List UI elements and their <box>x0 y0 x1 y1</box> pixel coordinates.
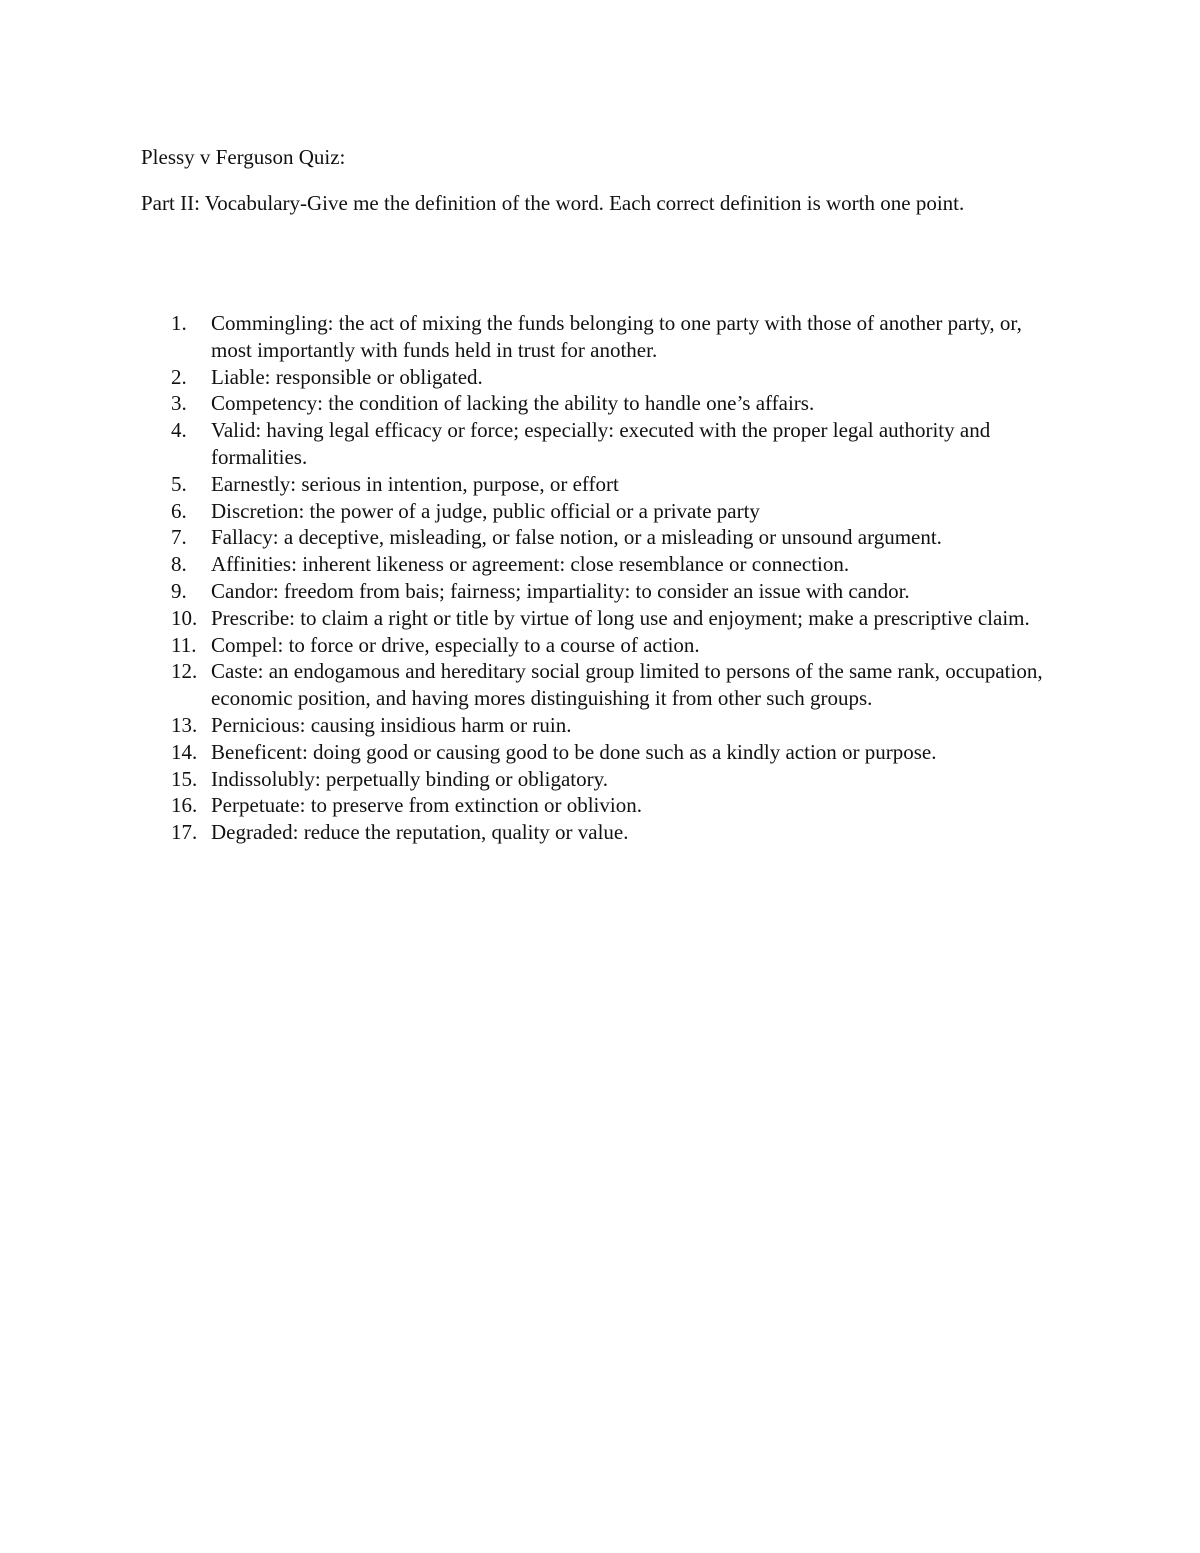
item-text: Commingling: the act of mixing the funds belonging to one party with those of another party, or, most importantly with funds held in trust for another. <box>211 311 1022 362</box>
item-text: Compel: to force or drive, especially to a course of action. <box>211 632 700 657</box>
item-text: Beneficent: doing good or causing good to be done such as a kindly action or purpose. <box>211 739 937 764</box>
item-text: Degraded: reduce the reputation, quality or value. <box>211 820 629 845</box>
list-item <box>171 364 1061 391</box>
item-text: Discretion: the power of a judge, public official or a private party <box>211 498 760 523</box>
item-text: Perpetuate: to preserve from extinction or oblivion. <box>211 793 642 818</box>
item-text: Indissolubly: perpetually binding or obligatory. <box>211 766 609 791</box>
item-number: 15. <box>171 766 198 791</box>
list-item <box>171 658 1061 712</box>
item-text: Prescribe: to claim a right or title by virtue of long use and enjoyment; make a prescriptive claim. <box>211 605 1030 630</box>
page-title: Plessy v Ferguson Quiz: <box>141 145 346 169</box>
list-item <box>171 819 1061 846</box>
item-text: Liable: responsible or obligated. <box>211 364 483 389</box>
item-text: Competency: the condition of lacking the ability to handle one’s affairs. <box>211 391 815 416</box>
item-number: 10. <box>171 605 198 630</box>
list-item <box>171 471 1061 498</box>
item-text: Candor: freedom from bais; fairness; impartiality: to consider an issue with candor. <box>211 578 910 603</box>
item-number: 14. <box>171 739 198 764</box>
item-number: 2. <box>171 364 187 389</box>
item-text: Fallacy: a deceptive, misleading, or false notion, or a misleading or unsound argument. <box>211 525 942 550</box>
vocabulary-list <box>171 310 1061 846</box>
item-number: 5. <box>171 471 187 496</box>
item-number: 1. <box>171 311 187 335</box>
item-number: 16. <box>171 793 198 818</box>
quiz-instructions: Part II: Vocabulary-Give me the definition of the word. Each correct definition is worth one point. <box>141 191 965 215</box>
list-item <box>171 578 1061 605</box>
list-item <box>171 551 1061 578</box>
list-item <box>171 390 1061 417</box>
item-number: 9. <box>171 578 187 603</box>
item-number: 3. <box>171 391 187 416</box>
list-item <box>171 766 1061 793</box>
item-number: 4. <box>171 418 187 443</box>
item-number: 6. <box>171 498 187 523</box>
item-number: 7. <box>171 525 187 550</box>
list-item <box>171 605 1061 632</box>
item-text: Valid: having legal efficacy or force; especially: executed with the proper legal authority and formalities. <box>211 418 991 469</box>
item-number: 11. <box>171 632 197 657</box>
item-text: Earnestly: serious in intention, purpose, or effort <box>211 471 619 496</box>
list-item <box>171 739 1061 766</box>
item-text: Caste: an endogamous and hereditary social group limited to persons of the same rank, occupation, economic position, and having mores distinguishing it from other such groups. <box>211 659 1043 711</box>
list-item <box>171 498 1061 525</box>
item-number: 8. <box>171 552 187 577</box>
item-number: 12. <box>171 659 198 684</box>
list-item <box>171 310 1061 364</box>
item-text: Affinities: inherent likeness or agreement: close resemblance or connection. <box>211 552 850 577</box>
list-item <box>171 712 1061 739</box>
item-text: Pernicious: causing insidious harm or ruin. <box>211 712 572 737</box>
list-item <box>171 417 1061 471</box>
list-item <box>171 632 1061 659</box>
list-item <box>171 792 1061 819</box>
item-number: 17. <box>171 820 198 845</box>
list-item <box>171 524 1061 551</box>
item-number: 13. <box>171 712 198 737</box>
